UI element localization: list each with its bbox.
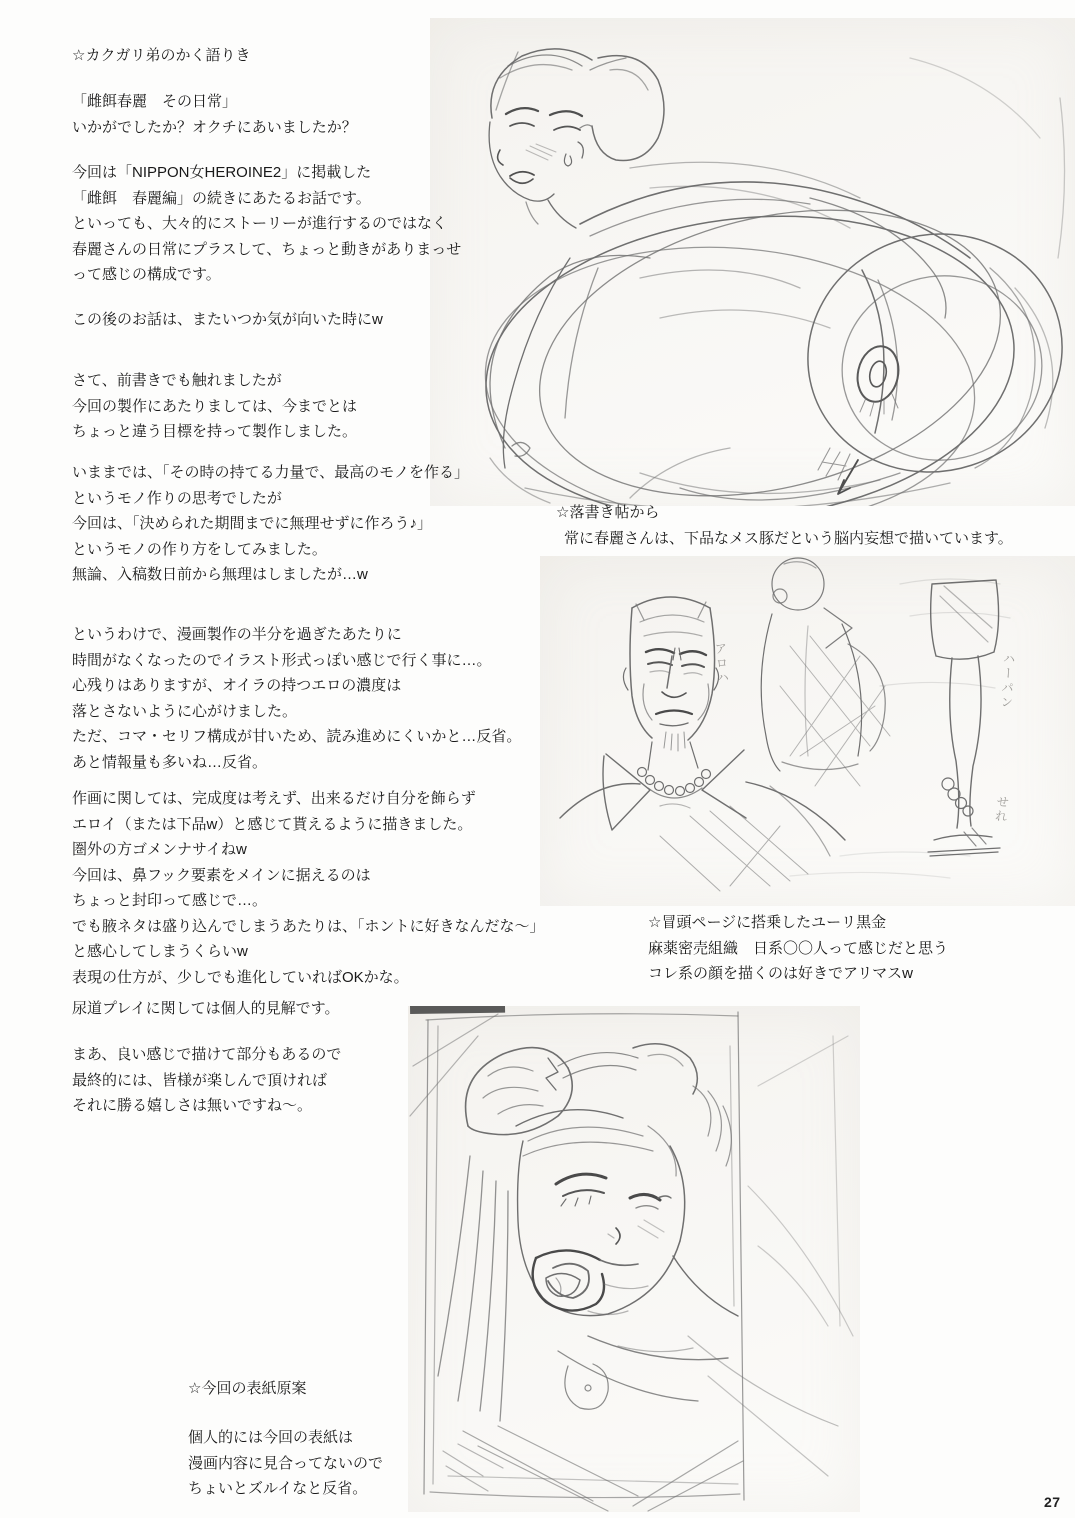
afterword-paragraph-4 [72,368,357,445]
cover-draft-sketch [408,1006,860,1512]
text-line: ちょっと違う目標を持って製作しました。 [72,423,358,440]
text-line: 心残りはありますが、オイラの持つエロの濃度は [72,677,402,694]
caption-line: 個人的には今回の表紙は [188,1429,354,1446]
text-line: 春麗さんの日常にプラスして、ちょっと動きがありまっせ [72,240,462,258]
cover-note-body [188,1425,383,1502]
text-line: 今回は、「決められた期間までに無理せずに作ろう♪」 [72,515,433,532]
text-line: いかがでしたか？オクチにあいましたか？ [72,118,357,136]
text-line: あと情報量も多いね…反省。 [72,753,268,771]
text-line: 最終的には、皆様が楽しんで頂ければ [72,1071,328,1089]
text-line: と感心してしまうくらいw [72,943,248,960]
text-line: 圏外の方ゴメンナサイねw [72,841,247,858]
yuri-kurogane-sketch [540,556,1075,906]
handwriting-sere: せれ [992,794,1010,825]
text-line: 今回の製作にあたりましては、今までとは [72,397,358,415]
text-line: といっても、大々的にストーリーが進行するのではなく [72,215,448,232]
caption-line: ちょいとズルイなと反省。 [188,1480,368,1497]
text-line: この後のお話は、またいつか気が向いた時にw [72,311,383,328]
text-line: でも腋ネタは盛り込んでしまうあたりは、「ホントに好きなんだな～」 [72,917,545,935]
afterword-paragraph-9 [72,1042,341,1119]
text-line: 今回は、鼻フック要素をメインに据えるのは [72,866,371,884]
caption-title: ☆今回の表紙原案 [188,1380,307,1397]
caption-line: 麻薬密売組織 日系〇〇人って感じだと思う [648,939,949,957]
afterword-paragraph-6 [72,622,521,775]
afterword-paragraph-3 [72,307,383,333]
text-line: さて、前書きでも触れましたが [72,372,282,389]
handwriting-aloha: アロハ [712,641,730,686]
text-line: 「雌餌 春麗編」の続きにあたるお話です。 [72,189,371,207]
yuri-note-caption [648,910,948,987]
text-line: というモノ作りの思考でしたが [72,489,282,507]
doodle-note-caption [556,500,1013,551]
text-line: エロイ（または下品w）と感じて貰えるように描きました。 [72,815,473,833]
afterword-paragraph-5 [72,460,469,588]
handwriting-hapan: ハーパン [998,651,1016,711]
text-line: 「雌餌春麗 その日常」 [72,93,238,110]
text-line: ちょっと封印って感じで…。 [72,892,268,909]
text-line: ☆カクガリ弟のかく語りき [72,47,251,64]
afterword-title-block [72,43,250,69]
text-line: 尿道プレイに関しては個人的見解です。 [72,1000,340,1017]
caption-body: 常に春麗さんは、下品なメス豚だという脳内妄想で描いています。 [564,529,1013,547]
caption-title: ☆落書き帖から [556,504,660,521]
text-line: 無論、入稿数日前から無理はしましたが…w [72,566,368,583]
afterword-paragraph-7 [72,786,545,990]
text-line: 表現の仕方が、少しでも進化していればOKかな。 [72,968,409,986]
text-line: まあ、良い感じで描けて部分もあるので [72,1046,342,1063]
caption-line: コレ系の顔を描くのは好きでアリマスw [648,965,913,982]
page-number: 27 [1044,1494,1061,1510]
text-line: 今回は「NIPPON女HEROINE2」に掲載した [72,164,372,181]
afterword-paragraph-2 [72,160,461,288]
chunli-rear-sketch [430,18,1075,506]
text-line: いままでは、「その時の持てる力量で、最高のモノを作る」 [72,464,470,481]
text-line: というわけで、漫画製作の半分を過ぎたあたりに [72,626,402,643]
text-line: ただ、コマ・セリフ構成が甘いため、読み進めにくいかと…反省。 [72,728,522,745]
text-line: 作画に関しては、完成度は考えず、出来るだけ自分を飾らず [72,790,476,807]
afterword-paragraph-8 [72,996,339,1022]
text-line: 落とさないように心がけました。 [72,702,298,720]
afterword-paragraph-1 [72,89,357,140]
text-line: って感じの構成です。 [72,266,221,283]
text-line: それに勝る嬉しさは無いですね～。 [72,1097,313,1114]
text-line: 時間がなくなったのでイラスト形式っぽい感じで行く事に…。 [72,651,492,669]
caption-line: 漫画内容に見合ってないので [188,1454,384,1472]
caption-line: ☆冒頭ページに搭乗したユーリ黒金 [648,914,887,931]
cover-note-title [188,1376,306,1402]
text-line: というモノの作り方をしてみました。 [72,540,327,558]
